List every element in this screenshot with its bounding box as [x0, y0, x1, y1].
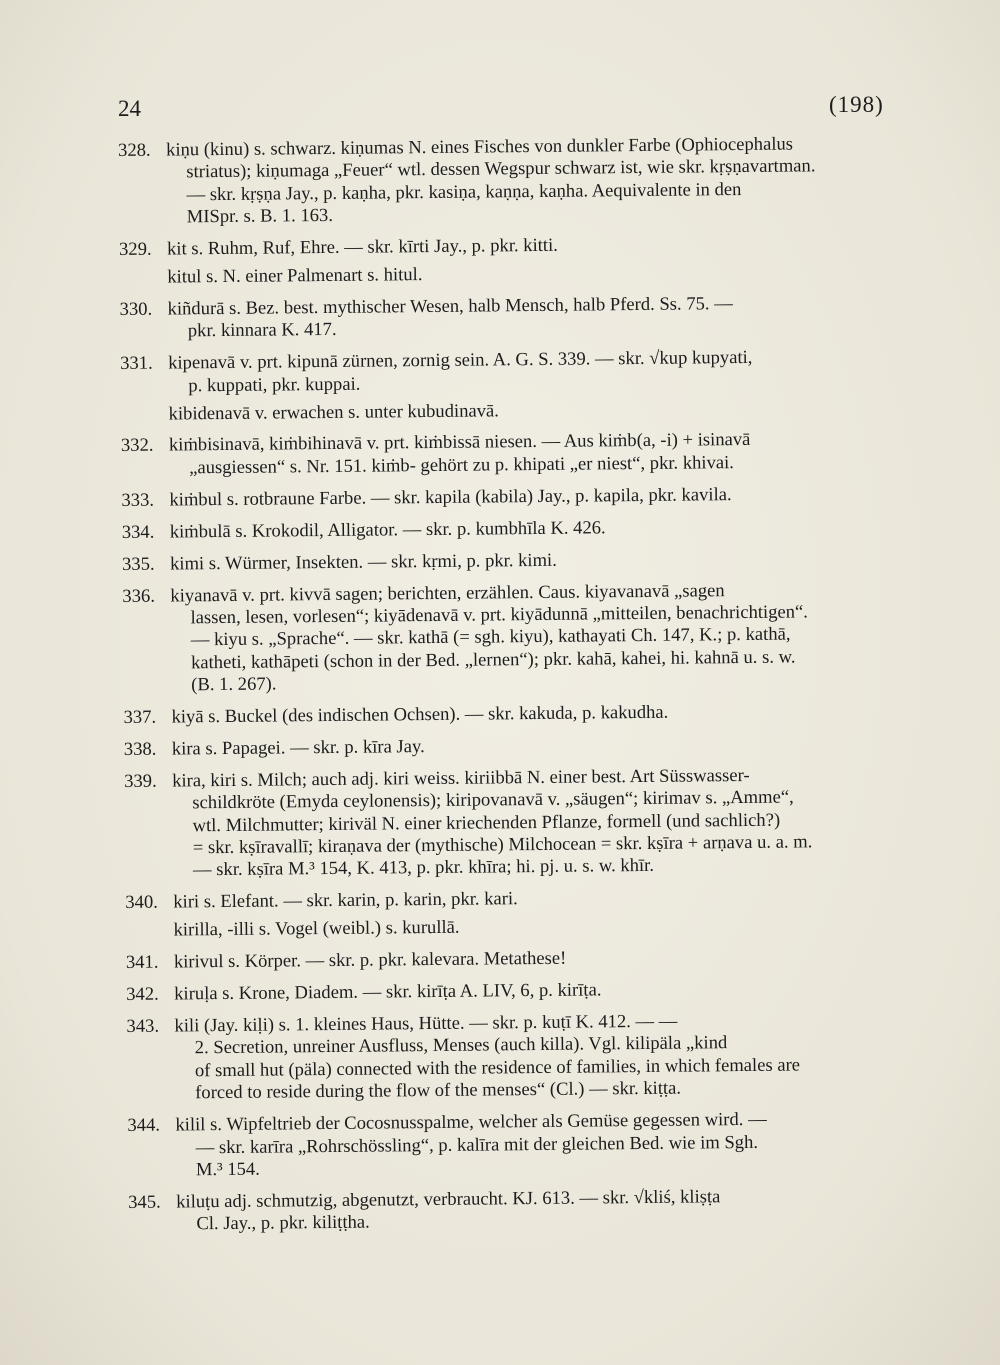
- entry-headline: kiruḷa s. Krone, Diadem. — skr. kirīṭa A. LIV, 6, p. kirīṭa.: [174, 979, 602, 1005]
- entry-headline: kiñdurā s. Bez. best. mythischer Wesen, halb Mensch, halb Pferd. Ss. 75. —: [167, 293, 733, 320]
- dictionary-entry: [122, 514, 902, 544]
- dictionary-entry: [128, 1184, 908, 1236]
- entry-headline: kili (Jay. kiḷi) s. 1. kleines Haus, Hütte. — skr. p. kuṭī K. 412. — —: [174, 1010, 678, 1037]
- entry-number: 338.: [123, 738, 157, 760]
- entry-headline: kiṁbulā s. Krokodil, Alligator. — skr. p. kumbhīla K. 426.: [169, 517, 606, 543]
- dictionary-entry: [124, 731, 904, 761]
- dictionary-entry: [125, 885, 905, 915]
- dictionary-entry: [126, 977, 906, 1007]
- dictionary-entry: [119, 260, 899, 290]
- entry-number: 333.: [121, 489, 155, 511]
- entry-continuation: — skr. kṛṣṇa Jay., p. kaṇha, pkr. kasiṇa, kaṇṇa, kaṇha. Aequivalente in den: [186, 178, 742, 206]
- entry-continuation: lassen, lesen, vorlesen“; kiyādenavā v. prt. kiyādunnā „mitteilen, benachrichtigen“.: [190, 601, 808, 629]
- entry-number: 345.: [128, 1191, 161, 1213]
- entry-continuation: striatus); kiṇumaga „Feuer“ wtl. dessen Wegspur schwarz ist, wie skr. kṛṣṇavartman.: [186, 155, 816, 183]
- entry-headline: kiri s. Elefant. — skr. karin, p. karin, pkr. kari.: [173, 888, 518, 913]
- entry-continuation: Cl. Jay., p. pkr. kiliṭṭha.: [196, 1211, 370, 1235]
- entry-headline: kira, kiri s. Milch; auch adj. kiri weiss. kiriibbā N. einer best. Art Süsswasser-: [172, 764, 750, 792]
- entry-number: 330.: [119, 298, 153, 320]
- dictionary-entry: [127, 1108, 908, 1183]
- entry-continuation: wtl. Milchmutter; kiriväl N. einer kriechenden Pflanze, formell (und sachlich?): [192, 809, 781, 836]
- entry-number: 340.: [125, 892, 158, 914]
- entry-continuation: (B. 1. 267).: [191, 673, 277, 696]
- entry-continuation: schildkröte (Emyda ceylonensis); kiripovanavā v. „säugen“; kirimav s. „Amme“,: [192, 786, 794, 814]
- dictionary-entry: [126, 945, 906, 975]
- entry-headline: kiṁbul s. rotbraune Farbe. — skr. kapila (kabila) Jay., p. kapila, pkr. kavila.: [169, 483, 732, 511]
- entry-number: 334.: [121, 521, 155, 543]
- entry-headline: kiyanavā v. prt. kivvā sagen; berichten, erzählen. Caus. kiyavanavā „sagen: [170, 579, 725, 607]
- entry-headline: kiṁbisinavā, kiṁbihinavā v. prt. kiṁbissā niesen. — Aus kiṁb(a, -i) + isinavā: [168, 429, 751, 456]
- dictionary-entry: [120, 346, 900, 398]
- entry-number: 343.: [126, 1015, 160, 1037]
- entry-number: 335.: [121, 553, 155, 575]
- entry-headline: kilil s. Wipfeltrieb der Cocosnusspalme, welcher als Gemüse gegessen wird. —: [175, 1108, 767, 1136]
- entry-continuation: „ausgiessen“ s. Nr. 151. kiṁb- gehört zu p. khipati „er niest“, pkr. khivai.: [189, 451, 735, 479]
- dictionary-entry: [122, 546, 902, 576]
- entry-number: 336.: [122, 585, 156, 607]
- entry-headline: kirilla, -illi s. Vogel (weibl.) s. kurullā.: [173, 917, 460, 941]
- dictionary-entry: [122, 578, 903, 698]
- dictionary-entry: [121, 396, 901, 426]
- dictionary-entry: [120, 291, 900, 343]
- entry-number: 337.: [123, 706, 157, 729]
- entry-headline: kira s. Papagei. — skr. p. kīra Jay.: [171, 736, 425, 760]
- entry-list: [118, 133, 909, 1247]
- entry-number: 344.: [127, 1114, 161, 1137]
- entry-headline: kipenavā v. prt. kipunā zürnen, zornig sein. A. G. S. 339. — skr. √kup kupyati,: [168, 347, 753, 374]
- entry-continuation: M.³ 154.: [195, 1158, 260, 1181]
- entry-headline: kibidenavā v. erwachen s. unter kubudinavā.: [168, 399, 499, 425]
- entry-headline: kit s. Ruhm, Ruf, Ehre. — skr. kīrti Jay., p. pkr. kitti.: [166, 234, 558, 260]
- entry-headline: kiyā s. Buckel (des indischen Ochsen). — skr. kakuda, p. kakudha.: [171, 701, 669, 728]
- entry-headline: kiluṭu adj. schmutzig, abgenutzt, verbraucht. KJ. 613. — skr. √kliś, kliṣṭa: [176, 1186, 721, 1213]
- entry-continuation: — skr. karīra „Rohrschössling“, p. kalīra mit der gleichen Bed. wie im Sgh.: [195, 1131, 759, 1158]
- entry-headline: kitul s. N. einer Palmenart s. hitul.: [167, 264, 423, 288]
- entry-number: 339.: [124, 770, 157, 792]
- entry-number: 341.: [125, 951, 159, 974]
- dictionary-entry: [118, 133, 899, 230]
- dictionary-entry: [121, 428, 901, 480]
- entry-number: 328.: [118, 139, 151, 161]
- entry-continuation: pkr. kinnara K. 417.: [187, 319, 337, 342]
- entry-headline: kimi s. Würmer, Insekten. — skr. kṛmi, p. pkr. kimi.: [169, 549, 557, 575]
- entry-headline: kirivul s. Körper. — skr. p. pkr. kalevara. Metathese!: [173, 947, 567, 973]
- page-reference: (198): [829, 92, 884, 117]
- entry-continuation: of small hut (päla) connected with the residence of families, in which females are: [194, 1054, 801, 1082]
- entry-number: 329.: [118, 238, 152, 261]
- entry-continuation: — kiyu s. „Sprache“. — skr. kathā (= sgh. kiyu), kathayati Ch. 147, K.; p. kathā,: [190, 623, 791, 651]
- entry-continuation: = skr. kṣīravallī; kiraṇava der (mythische) Milchocean = skr. kṣīra + arṇava u. a. m.: [192, 831, 813, 859]
- entry-continuation: p. kuppati, pkr. kuppai.: [188, 373, 361, 396]
- entry-number: 342.: [126, 983, 159, 1006]
- dictionary-entry: [123, 700, 903, 730]
- entry-continuation: katheti, kathāpeti (schon in der Bed. „lernen“); pkr. kahā, kahei, hi. kahnā u. s. w.: [190, 646, 796, 674]
- entry-continuation: forced to reside during the flow of the menses“ (Cl.) — skr. kiṭṭa.: [195, 1077, 682, 1104]
- entry-headline: kiṇu (kinu) s. schwarz. kiṇumas N. eines Fisches von dunkler Farbe (Ophiocephalus: [165, 133, 794, 161]
- entry-continuation: 2. Secretion, unreiner Ausfluss, Menses (auch killa). Vgl. kilipäla „kind: [194, 1032, 728, 1059]
- dictionary-entry: [124, 763, 905, 883]
- dictionary-entry: [125, 913, 905, 943]
- page-number: 24: [118, 96, 141, 121]
- dictionary-entry: [126, 1008, 907, 1105]
- entry-number: 331.: [120, 352, 153, 375]
- dictionary-entry: [121, 482, 901, 512]
- entry-continuation: MISpr. s. B. 1. 163.: [186, 205, 334, 228]
- entry-number: 332.: [120, 435, 154, 457]
- dictionary-entry: [119, 232, 899, 262]
- entry-continuation: — skr. kṣīra M.³ 154, K. 413, p. pkr. khīra; hi. pj. u. s. w. khīr.: [192, 855, 655, 881]
